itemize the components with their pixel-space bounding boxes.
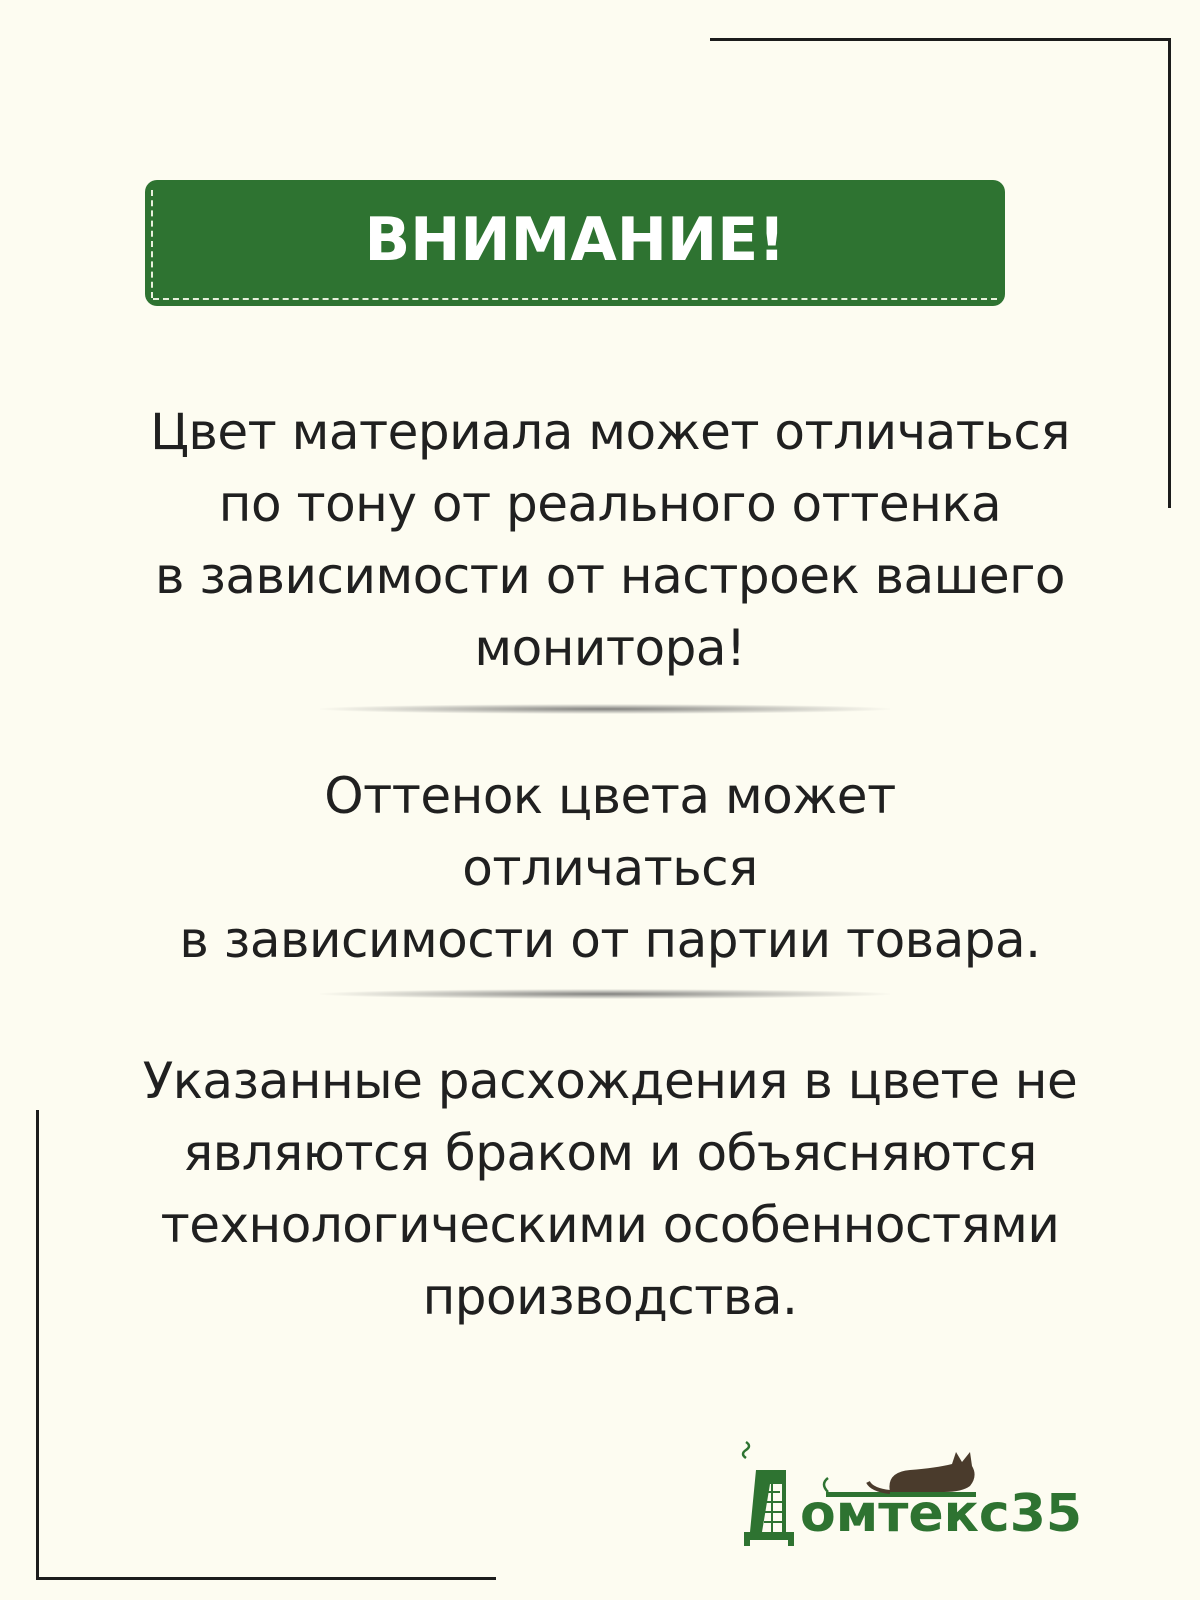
paragraph-line: Указанные расхождения в цвете не bbox=[142, 1052, 1078, 1110]
paragraph-line: Цвет материала может отличаться bbox=[150, 403, 1070, 461]
batch-variation-paragraph bbox=[60, 760, 1160, 976]
frame-line-top bbox=[710, 38, 1170, 41]
frame-line-left bbox=[36, 1110, 39, 1580]
paragraph-line: по тону от реального оттенка bbox=[218, 475, 1002, 533]
frame-line-right bbox=[1168, 38, 1171, 508]
paragraph-line: технологическими особенностями bbox=[160, 1196, 1060, 1254]
not-a-defect-paragraph bbox=[60, 1045, 1160, 1333]
frame-line-bottom bbox=[36, 1577, 496, 1580]
attention-banner bbox=[145, 180, 1005, 306]
section-divider bbox=[320, 989, 890, 999]
paragraph-line: являются браком и объясняются bbox=[183, 1124, 1037, 1182]
paragraph-line: отличаться bbox=[462, 839, 758, 897]
paragraph-line: в зависимости от партии товара. bbox=[179, 911, 1041, 969]
paragraph-line: в зависимости от настроек вашего bbox=[154, 547, 1066, 605]
paragraph-line: Оттенок цвета может bbox=[324, 767, 896, 825]
section-divider bbox=[320, 704, 890, 714]
paragraph-line: монитора! bbox=[474, 619, 746, 677]
paragraph-line: производства. bbox=[422, 1268, 798, 1326]
color-warning-paragraph bbox=[60, 396, 1160, 684]
brand-logo bbox=[740, 1440, 1120, 1550]
brand-name: омтекс35 bbox=[800, 1484, 1083, 1544]
banner-title: ВНИМАНИЕ! bbox=[364, 205, 786, 275]
